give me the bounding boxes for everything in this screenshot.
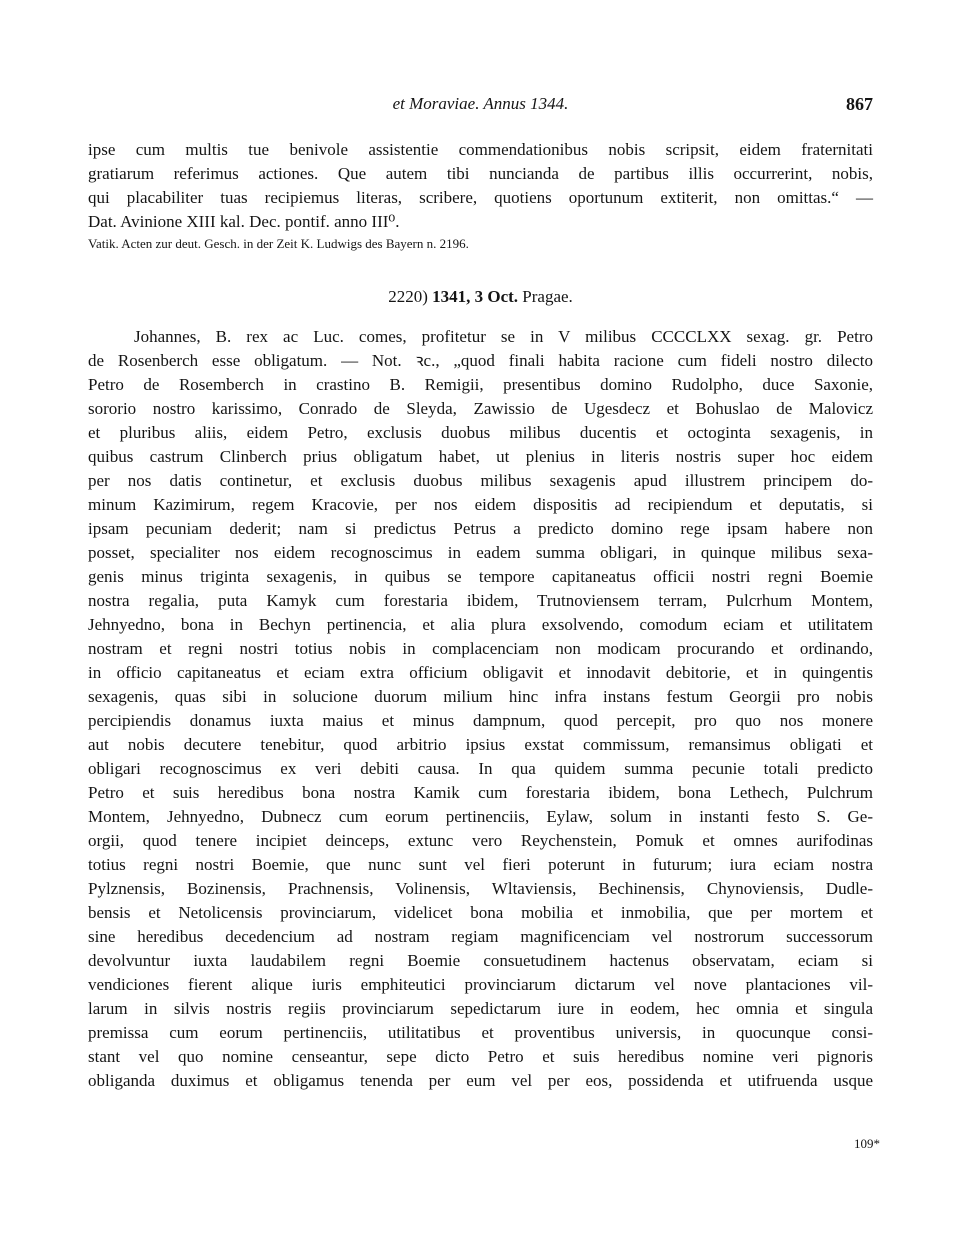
text-line: genis minus triginta sexagenis, in quibus se tempore capitaneatus officii nostri regni Boemie bbox=[88, 567, 873, 586]
text-line: vendiciones fierent alique iuris emphiteutici provinciarum dictarum vel nove plantaciones vil- bbox=[88, 975, 873, 994]
text-line: aut nobis decutere tenebitur, quod arbitrio ipsius exstat commissum, remansimus obligati et bbox=[88, 735, 873, 754]
text-line: sine heredibus decedencium ad nostram regiam magnificenciam vel nostrorum successorum bbox=[88, 927, 873, 946]
text-line: totius regni nostri Boemie, que nunc sunt vel fieri poterunt in futurum; iura eciam nostra bbox=[88, 855, 873, 874]
text-line: obligari recognoscimus ex veri debiti causa. In qua quidem summa pecunie totali predicto bbox=[88, 759, 873, 778]
text-line: per nos datis continetur, et exclusis duobus milibus sexagenis apud illustrem principem do- bbox=[88, 471, 873, 490]
text-line: bensis et Netolicensis provinciarum, videlicet bona mobilia et inmobilia, que per mortem et bbox=[88, 903, 873, 922]
text-line: larum in silvis nostris regiis provinciarum sepedictarum iure in eodem, hec omnia et singula bbox=[88, 999, 873, 1018]
text-line: Pylznensis, Bozinensis, Prachnensis, Volinensis, Wltaviensis, Bechinensis, Chynoviensis, Dudle- bbox=[88, 879, 873, 898]
text-line: obliganda duximus et obligamus tenenda per eum vel per eos, possidenda et utifruenda usque bbox=[88, 1071, 873, 1090]
text-line: Petro et suis heredibus bona nostra Kamik cum forestaria ibidem, bona Lethech, Pulchrum bbox=[88, 783, 873, 802]
text-line: ipsam pecuniam dederit; nam si predictus Petrus a predicto domino rege ipsam habere non bbox=[88, 519, 873, 538]
text-line: devolvuntur iuxta laudabilem regni Boemie consuetudinem hactenus observatam, eciam si bbox=[88, 951, 873, 970]
text-line: Johannes, B. rex ac Luc. comes, profitetur se in V milibus CCCCLXX sexag. gr. Petro bbox=[134, 327, 873, 346]
entry-place: Pragae. bbox=[522, 287, 573, 306]
text-line: qui placabiliter tuas recipiemus literas, scribere, quotiens oportunum extiterit, non omittas.“ — bbox=[88, 188, 873, 207]
text-line: Jehnyedno, bona in Bechyn pertinencia, et alia plura exsolvendo, comodum eciam et utilitatem bbox=[88, 615, 873, 634]
page-number: 867 bbox=[846, 94, 873, 114]
text-line: de Rosenberch esse obligatum. — Not. ꝛc., „quod finali habita racione cum fideli nostro dilecto bbox=[88, 351, 873, 370]
text-line: ipse cum multis tue benivole assistentie commendationibus nobis scripsit, eidem fraternitati bbox=[88, 140, 873, 159]
text-line: orgii, quod tenere incipiet deinceps, extunc vero Reychenstein, Pomuk et omnes aurifodinas bbox=[88, 831, 873, 850]
entry-date: 1341, 3 Oct. bbox=[432, 287, 519, 306]
text-line: in officio capitaneatus et eciam extra officium obligavit et innodavit debitorie, et in quingentis bbox=[88, 663, 873, 682]
text-line: nostram et regni nostri totius nobis in complacenciam non modicam procurando et ordinando, bbox=[88, 639, 873, 658]
text-line: minum Kazimirum, regem Kracovie, per nos eidem dispositis ad recipiendum et deputatis, si bbox=[88, 495, 873, 514]
text-line: posset, specialiter nos eidem recognoscimus in eadem summa obligari, in quinque milibus sexa- bbox=[88, 543, 873, 562]
text-line: quibus castrum Clinberch prius obligatum habet, ut plenius in literis nostris super hoc eidem bbox=[88, 447, 873, 466]
entry-heading bbox=[88, 286, 873, 308]
text-line: Petro de Rosemberch in crastino B. Remigii, presentibus domino Rudolpho, duce Saxonie, bbox=[88, 375, 873, 394]
text-line: Dat. Avinione XIII kal. Dec. pontif. anno III⁰. bbox=[88, 212, 400, 231]
text-line: sexagenis, quas sibi in solucione duorum milium hinc infra instans festum Georgii pro nobis bbox=[88, 687, 873, 706]
text-line: nostra regalia, puta Kamyk cum forestaria ibidem, Trutnoviensem terram, Pulcrhum Montem, bbox=[88, 591, 873, 610]
text-line: percipiendis donamus iuxta maius et minus dampnum, quod percepit, pro quo nos monere bbox=[88, 711, 873, 730]
text-line: et pluribus aliis, eidem Petro, exclusis duobus milibus ducentis et octoginta sexagenis, in bbox=[88, 423, 873, 442]
text-line: sororio nostro karissimo, Conrado de Sleyda, Zawissio de Ugesdecz et Bohuslao de Malovicz bbox=[88, 399, 873, 418]
text-line: premissa cum eorum pertinenciis, utilitatibus et proventibus universis, in quocunque consi- bbox=[88, 1023, 873, 1042]
text-line: Montem, Jehnyedno, Dubnecz cum eorum pertinenciis, Eylaw, solum in instanti festo S. Ge- bbox=[88, 807, 873, 826]
source-citation: Vatik. Acten zur deut. Gesch. in der Zeit K. Ludwigs des Bayern n. 2196. bbox=[88, 236, 469, 251]
page-header bbox=[88, 94, 873, 118]
text-line: stant vel quo nomine censeantur, sepe dicto Petro et suis heredibus nomine veri pignoris bbox=[88, 1047, 873, 1066]
entry-number: 2220) bbox=[388, 287, 428, 306]
text-line: gratiarum referimus actiones. Que autem tibi nuncianda de partibus illis occurrerint, nobis, bbox=[88, 164, 873, 183]
signature-mark: 109* bbox=[854, 1136, 880, 1151]
running-title: et Moraviae. Annus 1344. bbox=[392, 94, 569, 113]
